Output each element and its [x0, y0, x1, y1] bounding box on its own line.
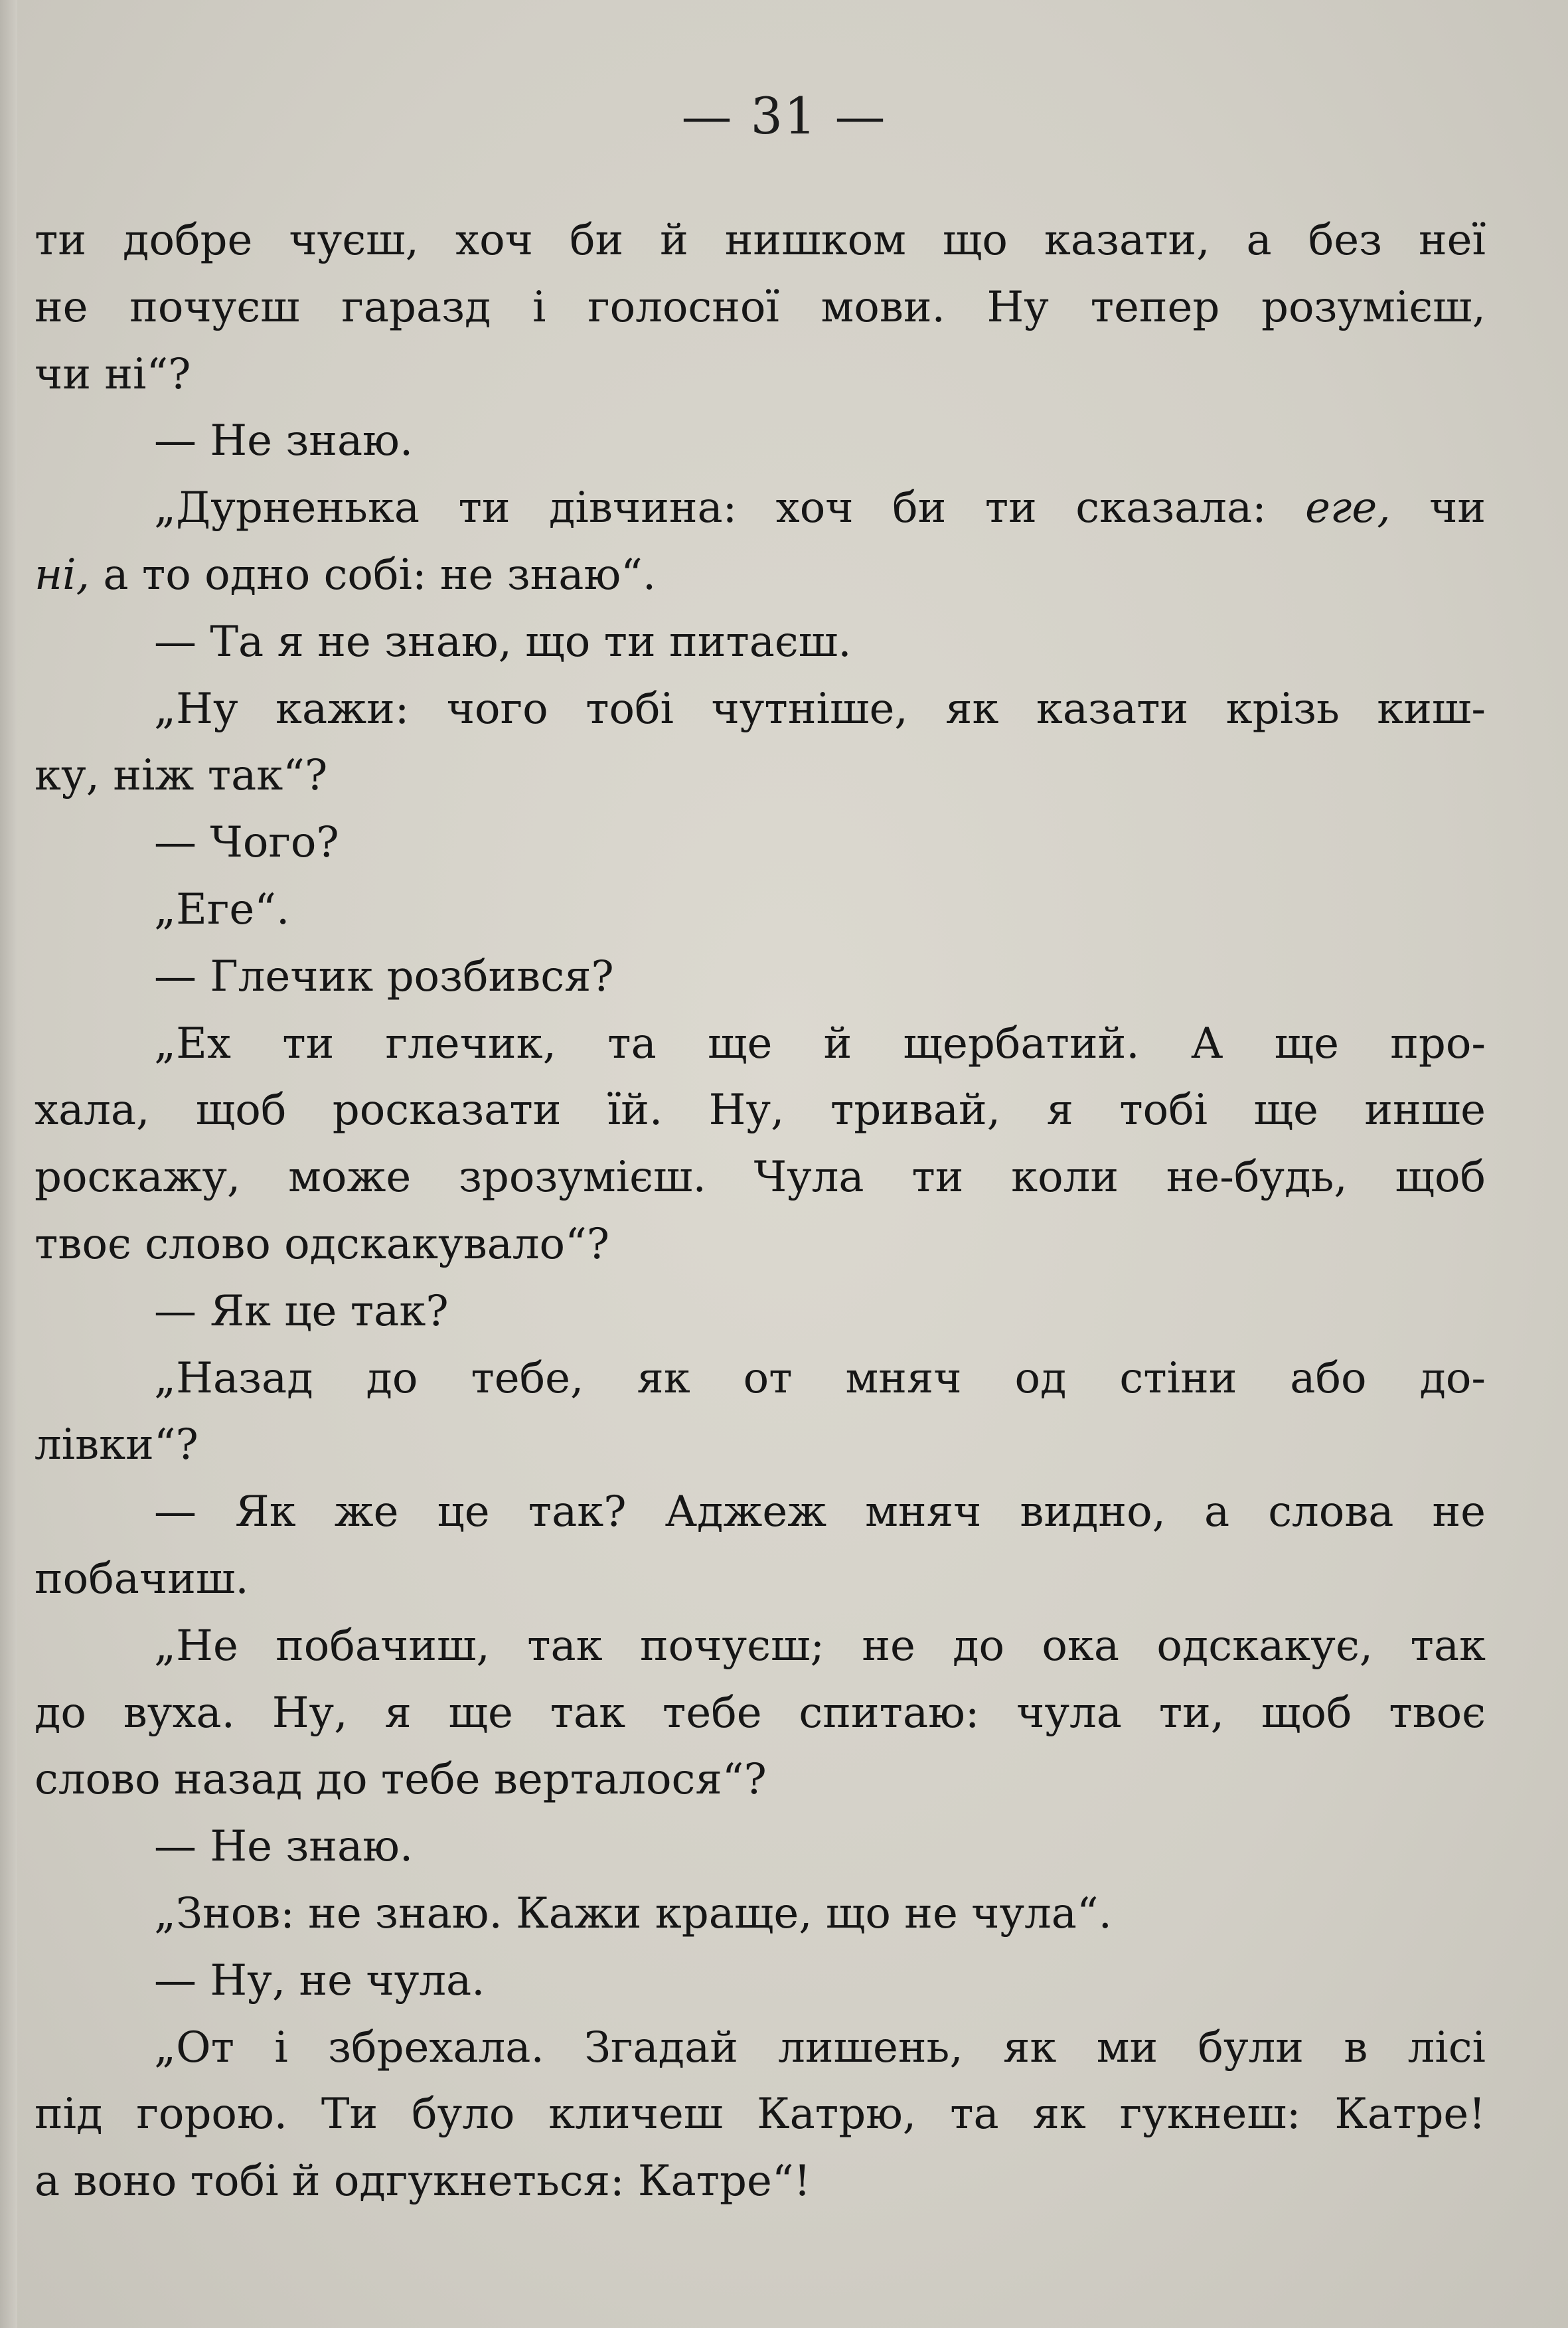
text-line: „От і збрехала. Згадай лишень, як ми були в лісі	[154, 2023, 1486, 2072]
text-line: — Не знаю.	[154, 1822, 414, 1872]
text-line: ку, ніж так“?	[35, 751, 328, 801]
text-line: — Як же це так? Аджеж мняч видно, а слова не	[154, 1487, 1486, 1537]
text-line: твоє слово одскакувало“?	[35, 1219, 610, 1269]
text-span: чи	[1429, 483, 1486, 533]
text-line: роскажу, може зрозумієш. Чула ти коли не-будь, щоб	[35, 1153, 1486, 1203]
text-line: до вуха. Ну, я ще так тебе спитаю: чула ти, щоб твоє	[35, 1688, 1486, 1738]
text-span: а то одно собі: не знаю“.	[103, 550, 657, 600]
text-line: „Еге“.	[154, 884, 290, 934]
text-line: — Ну, не чула.	[154, 1955, 485, 2005]
page-gutter-shadow	[0, 0, 17, 2328]
page-number: — 31 —	[681, 86, 887, 145]
page-text	[35, 207, 1486, 2215]
text-line: не почуєш гаразд і голосної мови. Ну тепер розумієш,	[35, 282, 1486, 332]
text-line: „Ну кажи: чого тобі чутніше, як казати крізь киш-	[154, 684, 1486, 734]
text-line: лівки“?	[35, 1420, 198, 1470]
text-line: „Не побачиш, так почуєш; не до ока одскакує, так	[154, 1621, 1486, 1671]
text-line: — Як це так?	[154, 1286, 449, 1336]
text-span: „Дурненька ти дівчина: хоч би ти сказала:	[154, 483, 1267, 533]
text-span-italic: еге,	[1305, 483, 1391, 533]
text-line: — Чого?	[154, 818, 339, 868]
text-line: — Та я не знаю, що ти питаєш.	[154, 617, 852, 667]
text-line: „Назад до тебе, як от мняч од стіни або до-	[154, 1353, 1486, 1403]
text-line: „Ех ти глечик, та ще й щербатий. А ще про-	[154, 1019, 1486, 1068]
text-line: побачиш.	[35, 1554, 249, 1604]
text-line: — Глечик розбився?	[154, 952, 614, 1001]
text-line	[35, 542, 1486, 609]
text-line: „Знов: не знаю. Кажи краще, що не чула“.	[154, 1888, 1112, 1938]
text-line: ти добре чуєш, хоч би й нишком що казати, а без неї	[35, 216, 1486, 265]
text-span-italic: ні,	[35, 550, 90, 600]
text-line: під горою. Ти було кличеш Катрю, та як гукнеш: Катре!	[35, 2090, 1486, 2139]
text-line: хала, щоб росказати їй. Ну, тривай, я тобі ще инше	[35, 1086, 1486, 1135]
text-line: а воно тобі й одгукнеться: Катре“!	[35, 2157, 811, 2206]
text-line: слово назад до тебе верталося“?	[35, 1755, 767, 1805]
text-line	[35, 475, 1486, 542]
text-line: — Не знаю.	[154, 416, 414, 466]
text-line: чи ні“?	[35, 349, 191, 399]
